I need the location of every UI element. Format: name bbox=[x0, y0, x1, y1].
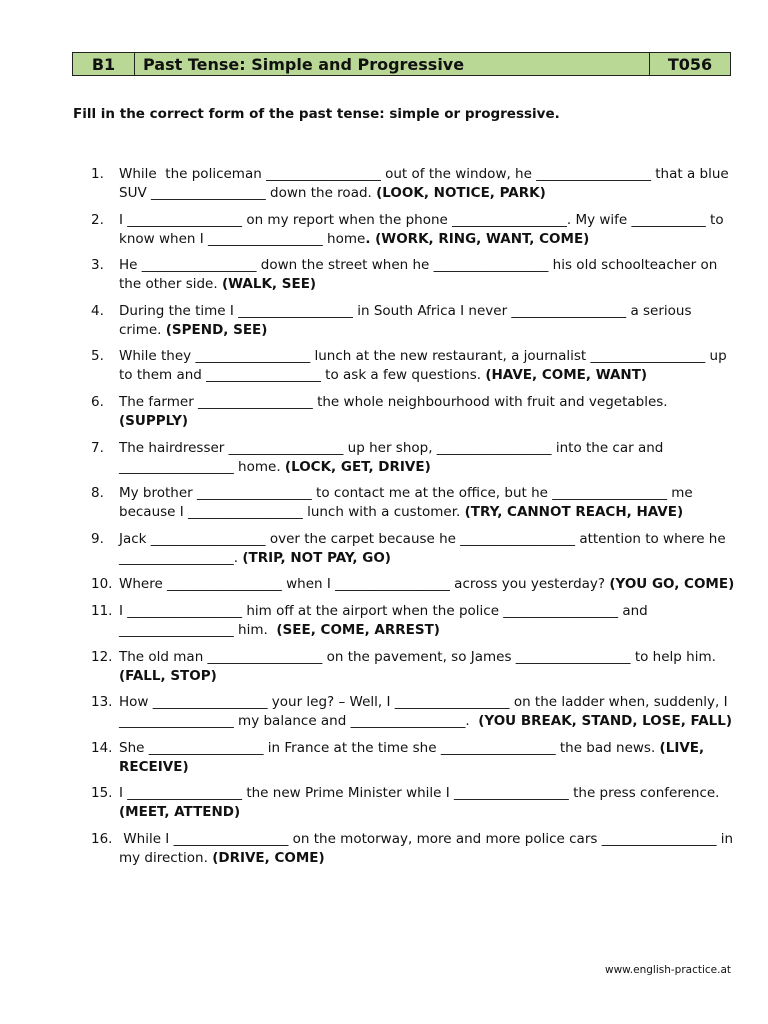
exercise-hint: (WALK, SEE) bbox=[221, 276, 317, 293]
exercise-number: 2. bbox=[91, 211, 104, 228]
exercise-text: While I _________________ on the motorway, more and more police cars _________________ in my direction. bbox=[119, 830, 738, 866]
exercise-item bbox=[91, 784, 736, 822]
exercise-number: 16. bbox=[91, 830, 113, 847]
exercise-hint: (LOCK, GET, DRIVE) bbox=[284, 458, 431, 475]
exercise-item bbox=[91, 211, 736, 249]
exercise-number: 12. bbox=[91, 648, 113, 665]
level-label: B1 bbox=[73, 53, 135, 75]
exercise-number: 13. bbox=[91, 694, 113, 711]
exercise-body bbox=[119, 439, 736, 477]
exercise-body bbox=[119, 784, 736, 822]
exercise-item bbox=[91, 830, 736, 868]
exercise-body bbox=[119, 211, 736, 249]
exercise-text: My brother _________________ to contact me at the office, but he _________________ me because I _________________ lunch with a customer. bbox=[119, 485, 698, 521]
exercise-body bbox=[119, 648, 736, 686]
exercise-hint: (SPEND, SEE) bbox=[165, 321, 268, 338]
exercise-number: 3. bbox=[91, 257, 104, 274]
exercise-text: He _________________ down the street when he _________________ his old schoolteacher on the other side. bbox=[119, 257, 722, 293]
exercise-number: 5. bbox=[91, 348, 104, 365]
exercise-item bbox=[91, 530, 736, 568]
exercise-body bbox=[119, 393, 736, 431]
exercise-item bbox=[91, 648, 736, 686]
exercise-hint: (MEET, ATTEND) bbox=[119, 804, 241, 821]
exercise-text: Where _________________ when I _________________ across you yesterday? bbox=[119, 576, 610, 593]
exercise-body bbox=[119, 602, 736, 640]
exercise-item bbox=[91, 256, 736, 294]
instruction-text: Fill in the correct form of the past tense: simple or progressive. bbox=[73, 106, 560, 122]
exercise-text: While the policeman _________________ out of the window, he _________________ that a blue SUV _________________ down the road. bbox=[119, 166, 734, 201]
exercise-hint: (YOU GO, COME) bbox=[609, 576, 735, 593]
exercise-item bbox=[91, 439, 736, 477]
exercise-hint: (SEE, COME, ARREST) bbox=[276, 621, 440, 638]
exercise-body bbox=[119, 575, 736, 594]
exercise-number: 11. bbox=[91, 602, 113, 619]
exercise-number: 9. bbox=[91, 530, 104, 547]
exercise-hint: . (WORK, RING, WANT, COME) bbox=[365, 230, 590, 247]
worksheet-code: T056 bbox=[667, 54, 713, 74]
exercise-text: The farmer _________________ the whole neighbourhood with fruit and vegetables. bbox=[119, 393, 672, 410]
exercise-hint: (TRY, CANNOT REACH, HAVE) bbox=[464, 504, 684, 521]
exercise-number: 14. bbox=[91, 739, 113, 756]
exercise-number: 10. bbox=[91, 576, 113, 593]
exercise-item bbox=[91, 739, 736, 777]
exercise-hint: (TRIP, NOT PAY, GO) bbox=[242, 549, 391, 566]
exercise-text: I _________________ him off at the airport when the police _________________ and _________________ him. bbox=[119, 602, 653, 638]
exercise-text: She _________________ in France at the time she _________________ the bad news. bbox=[119, 739, 660, 756]
exercise-number: 1. bbox=[91, 166, 104, 182]
exercise-body bbox=[119, 256, 736, 294]
exercise-hint: (SUPPLY) bbox=[119, 412, 189, 429]
exercise-text: I _________________ the new Prime Minister while I _________________ the press conference. bbox=[119, 785, 724, 802]
exercise-list bbox=[91, 165, 736, 876]
exercise-number: 8. bbox=[91, 485, 104, 502]
exercise-hint: (HAVE, COME, WANT) bbox=[485, 367, 648, 384]
exercise-item bbox=[91, 575, 736, 594]
exercise-item bbox=[91, 484, 736, 522]
exercise-item bbox=[91, 693, 736, 731]
exercise-text: The old man _________________ on the pavement, so James _________________ to help him. bbox=[119, 648, 721, 665]
exercise-body bbox=[119, 693, 736, 731]
exercise-text: While they _________________ lunch at the new restaurant, a journalist _________________ up to them and _________________ to ask a few questions. bbox=[119, 348, 731, 384]
exercise-text: I _________________ on my report when the phone _________________. My wife ___________ to know when I _________________ home bbox=[119, 211, 728, 247]
exercise-text: How _________________ your leg? – Well, I _________________ on the ladder when, suddenly, I _________________ my balance and _________________. bbox=[119, 694, 732, 730]
exercise-item bbox=[91, 165, 736, 203]
exercise-body bbox=[119, 484, 736, 522]
exercise-text: During the time I _________________ in South Africa I never _________________ a serious crime. bbox=[119, 302, 696, 338]
exercise-item bbox=[91, 347, 736, 385]
exercise-number: 15. bbox=[91, 785, 113, 802]
exercise-body bbox=[119, 165, 736, 203]
exercise-item bbox=[91, 602, 736, 640]
exercise-item bbox=[91, 302, 736, 340]
exercise-body bbox=[119, 302, 736, 340]
exercise-body bbox=[119, 347, 736, 385]
exercise-item bbox=[91, 393, 736, 431]
exercise-body bbox=[119, 830, 736, 868]
exercise-text: The hairdresser _________________ up her shop, _________________ into the car and _________________ home. bbox=[119, 439, 668, 475]
exercise-number: 4. bbox=[91, 302, 104, 319]
exercise-text: Jack _________________ over the carpet because he _________________ attention to where he _________________. bbox=[119, 530, 730, 566]
worksheet-header bbox=[72, 52, 731, 76]
exercise-hint: (DRIVE, COME) bbox=[212, 849, 325, 866]
exercise-number: 6. bbox=[91, 393, 104, 410]
website-url: www.english-practice.at bbox=[604, 964, 731, 976]
exercise-hint: (LOOK, NOTICE, PARK) bbox=[376, 185, 546, 201]
exercise-hint: (FALL, STOP) bbox=[119, 667, 217, 684]
exercise-hint: (LIVE, RECEIVE) bbox=[119, 739, 705, 775]
exercise-body bbox=[119, 739, 736, 777]
exercise-hint: (YOU BREAK, STAND, LOSE, FALL) bbox=[478, 713, 733, 730]
exercise-body bbox=[119, 530, 736, 568]
worksheet-title: Past Tense: Simple and Progressive bbox=[135, 53, 650, 75]
exercise-number: 7. bbox=[91, 439, 104, 456]
